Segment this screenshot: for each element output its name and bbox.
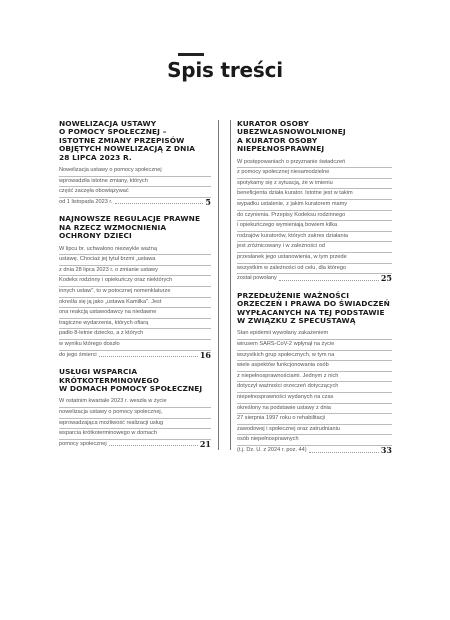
dot-leader: [115, 203, 204, 204]
summary-line: ona reakcją ustawodawcy na niedawne: [59, 308, 211, 319]
summary-line: dotyczył ważności orzeczeń dotyczących: [237, 382, 392, 393]
entry-title-line: OCHRONY DZIECI: [59, 231, 132, 241]
summary-line: określony na podstawie ustawy z dnia: [237, 404, 392, 415]
summary-line: część zaczęła obowiązywać: [59, 187, 211, 198]
summary-line: wypadku ustalenie, z jakim kuratorem mamy: [237, 200, 392, 211]
entry-title-line: W DOMACH POMOCY SPOŁECZNEJ: [59, 383, 203, 393]
summary-line: określa się ją jako „ustawa Kamilka". Jest: [59, 298, 211, 309]
summary-line: Nowelizacja ustawy o pomocy społecznej: [59, 166, 211, 177]
summary-line: w wyniku którego doszło: [59, 340, 211, 351]
entry-title-line: PRZEDŁUŻENIE WAŻNOŚCI: [237, 290, 350, 300]
summary-line: W ostatnim kwartale 2023 r. weszła w życie: [59, 397, 211, 408]
entry-title: [59, 368, 211, 393]
page-number[interactable]: 16: [199, 349, 211, 360]
toc-entry[interactable]: [59, 368, 211, 448]
summary-line: wprowadzająca możliwość realizacji usług: [59, 419, 211, 430]
summary-line: wiele aspektów funkcjonowania osób: [237, 361, 392, 372]
entry-summary: [237, 329, 392, 454]
entry-title-line: UBEZWŁASNOWOLNIONEJ: [237, 127, 346, 137]
entry-title-line: A KURATOR OSOBY: [237, 135, 318, 145]
dot-leader: [99, 356, 198, 357]
toc-entry[interactable]: [59, 120, 211, 206]
summary-line: W lipcu br. uchwalono niezwykle ważną: [59, 245, 211, 256]
summary-line: z dnia 28 lipca 2023 r. o zmianie ustawy: [59, 266, 211, 277]
summary-line: przesłanek jego ustanowienia, w tym przede: [237, 253, 392, 264]
summary-line: 27 sierpnia 1997 roku o rehabilitacji: [237, 414, 392, 425]
toc-entry[interactable]: [237, 120, 392, 283]
toc-entry[interactable]: [59, 215, 211, 359]
entry-title-line: OBJĘTYCH NOWELIZACJĄ Z DNIA: [59, 144, 196, 154]
toc-left-column: [59, 120, 211, 457]
entry-title: [59, 120, 211, 162]
summary-line: wsparcia krótkoterminowego w domach: [59, 429, 211, 440]
entry-summary: [59, 245, 211, 360]
dot-leader: [309, 452, 379, 453]
entry-title-line: NIEPEŁNOSPRAWNEJ: [237, 144, 325, 154]
summary-last-line: [59, 198, 211, 207]
summary-line: zawodowej i społecznej oraz zatrudnianiu: [237, 425, 392, 436]
summary-line: ustawę. Chociaż jej tytuł brzmi „ustawa: [59, 255, 211, 266]
entry-title-line: NA RZECZ WZMOCNIENIA: [59, 222, 167, 232]
entry-title-line: USŁUGI WSPARCIA: [59, 367, 138, 377]
toc-entry[interactable]: [237, 292, 392, 455]
entry-title: [59, 215, 211, 240]
summary-line: spotykamy się z sytuacją, że w imieniu: [237, 179, 392, 190]
summary-line: z niepełnosprawnościami. Jednym z nich: [237, 372, 392, 383]
summary-last-line: [59, 440, 211, 449]
entry-title-line: NAJNOWSZE REGULACJE PRAWNE: [59, 214, 201, 224]
summary-line: wprowadziła istotne zmiany, których: [59, 177, 211, 188]
summary-line: padło 8-letnie dziecko, a z których: [59, 329, 211, 340]
page-number[interactable]: 21: [199, 438, 211, 449]
dot-leader: [109, 445, 198, 446]
summary-line: rodzajów kuratorów, których zakres działania: [237, 232, 392, 243]
summary-line: do jego śmierci: [59, 351, 97, 358]
title-accent-bar: [178, 53, 204, 56]
summary-line: z pomocy społecznej niesamodzielne: [237, 168, 392, 179]
summary-line: tragiczne wydarzenia, których ofiarą: [59, 319, 211, 330]
entry-title-line: W ZWIĄZKU Z SPECUSTAWĄ: [237, 315, 356, 325]
summary-line: pomocy społecznej: [59, 440, 107, 447]
entry-title-line: O POMOCY SPOŁECZNEJ –: [59, 127, 167, 137]
dot-leader: [279, 280, 379, 281]
page-number[interactable]: 25: [380, 273, 392, 284]
toc-right-column: [230, 119, 392, 455]
summary-line: beneficjenta działa kurator. Istotne jest w takim: [237, 189, 392, 200]
summary-line: Stan epidemii wywołany zakażeniem: [237, 329, 392, 340]
entry-title: [237, 292, 392, 326]
summary-line: został powołany: [237, 275, 277, 282]
summary-line: W postępowaniach o przyznanie świadczeń: [237, 158, 392, 169]
summary-line: osób niepełnosprawnych: [237, 435, 392, 446]
page-number[interactable]: 5: [205, 196, 211, 207]
summary-line: Kodeks rodzinny i opiekuńczy oraz niektórych: [59, 276, 211, 287]
entry-summary: [237, 158, 392, 283]
summary-line: od 1 listopada 2023 r.: [59, 198, 113, 205]
page-title: Spis treści: [167, 58, 283, 82]
summary-line: jest zróżnicowany i w zależności od: [237, 242, 392, 253]
summary-last-line: [237, 274, 392, 283]
summary-line: innych ustaw", to w potocznej nomenklaturze: [59, 287, 211, 298]
entry-summary: [59, 397, 211, 448]
summary-last-line: [59, 351, 211, 360]
entry-title-line: ORZECZEŃ I PRAWA DO ŚWIADCZEŃ: [237, 299, 390, 309]
summary-line: nowelizacja ustawy o pomocy społecznej,: [59, 408, 211, 419]
column-divider: [218, 120, 219, 450]
entry-title-line: NOWELIZACJA USTAWY: [59, 119, 157, 128]
entry-title: [237, 120, 392, 154]
entry-title-line: KURATOR OSOBY: [237, 119, 309, 128]
entry-title-line: KRÓTKOTERMINOWEGO: [59, 375, 160, 385]
summary-line: wirusem SARS-CoV-2 wpłynął na życie: [237, 340, 392, 351]
summary-last-line: [237, 446, 392, 455]
summary-line: do czynienia. Przepisy Kodeksu rodzinnego: [237, 211, 392, 222]
entry-title-line: 28 LIPCA 2023 R.: [59, 152, 132, 162]
summary-line: (t.j. Dz. U. z 2024 r. poz. 44): [237, 446, 307, 453]
entry-title-line: ISTOTNE ZMIANY PRZEPISÓW: [59, 135, 185, 145]
summary-line: niepełnosprawności wydanych na czas: [237, 393, 392, 404]
entry-title-line: WYPŁACANYCH NA TEJ PODSTAWIE: [237, 307, 385, 317]
entry-summary: [59, 166, 211, 206]
page-number[interactable]: 33: [380, 444, 392, 455]
summary-line: wszystkich grup społecznych, w tym na: [237, 351, 392, 362]
summary-line: wszystkim w zależności od celu, dla którego: [237, 264, 392, 275]
summary-line: i opiekuńczego wymieniają bowiem kilka: [237, 221, 392, 232]
